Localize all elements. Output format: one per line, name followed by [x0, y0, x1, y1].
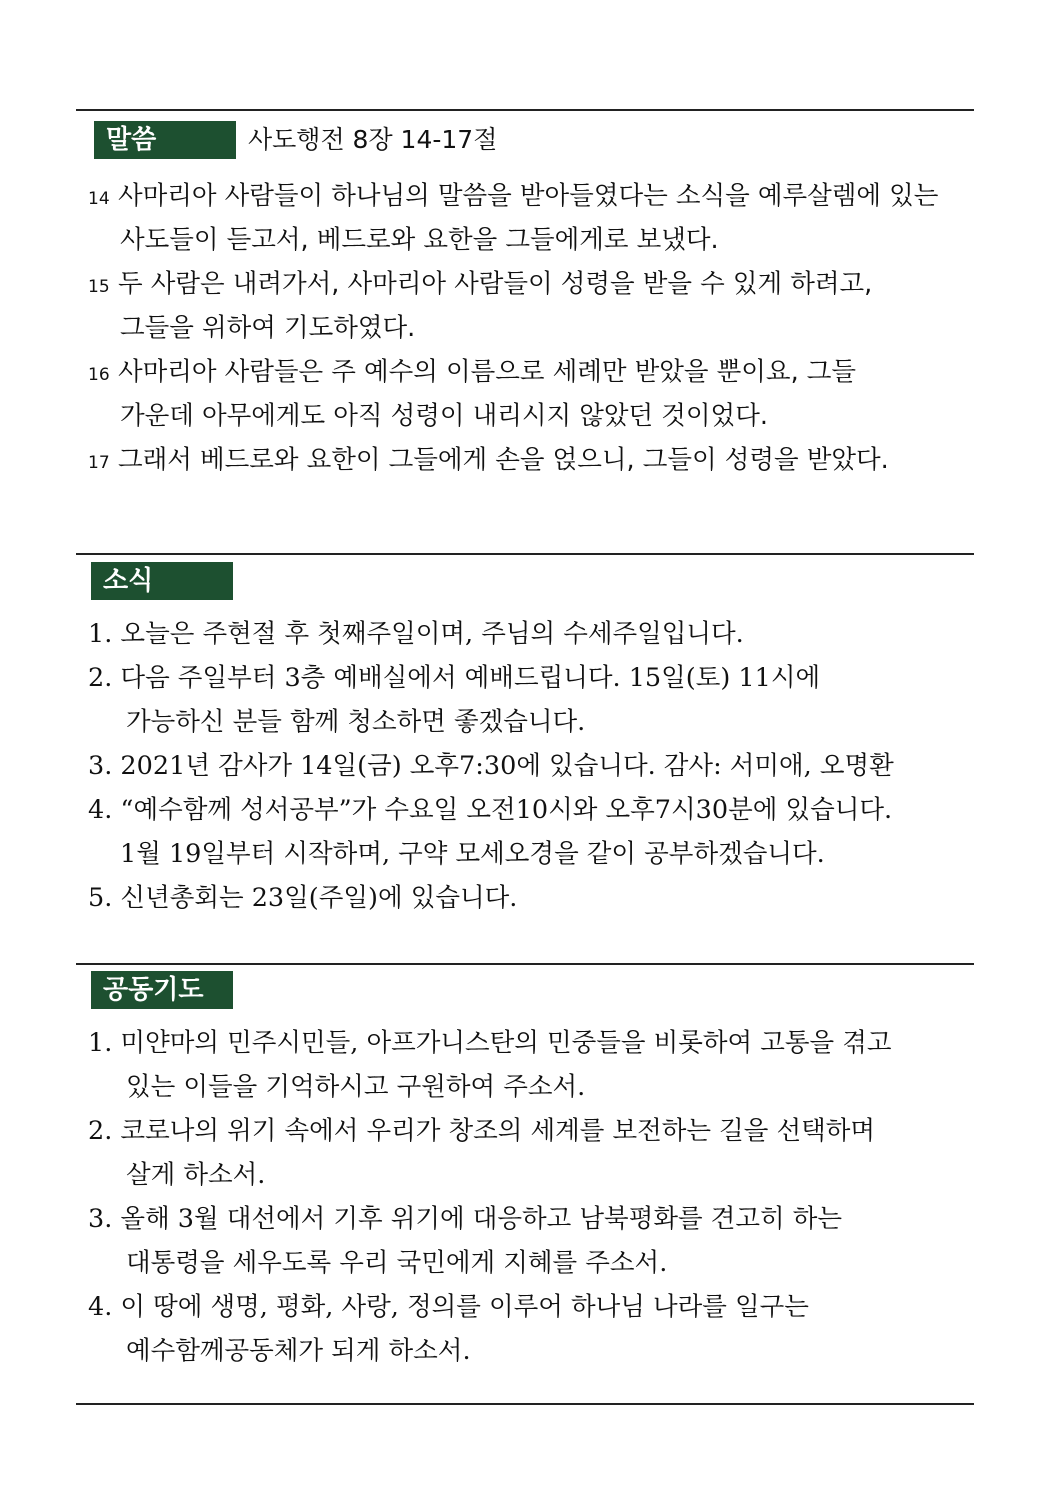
verse-line: 16 사마리아 사람들은 주 예수의 이름으로 세례만 받았을 뿐이요, 그들	[88, 354, 856, 393]
news-badge: 소식	[91, 562, 233, 600]
news-item-continued: 가능하신 분들 함께 청소하면 좋겠습니다.	[126, 707, 586, 737]
prayer-item-continued: 살게 하소서.	[126, 1160, 266, 1190]
verse-line: 14 사마리아 사람들이 하나님의 말씀을 받아들였다는 소식을 예루살렘에 있는	[88, 178, 938, 217]
verse-line: 가운데 아무에게도 아직 성령이 내리시지 않았던 것이었다.	[120, 401, 768, 431]
prayer-item: 2. 코로나의 위기 속에서 우리가 창조의 세계를 보전하는 길을 선택하며	[88, 1116, 876, 1146]
verse-number: 17	[88, 453, 110, 473]
verse-line: 그들을 위하여 기도하였다.	[120, 313, 416, 343]
news-item: 1. 오늘은 주현절 후 첫째주일이며, 주님의 수세주일입니다.	[88, 619, 744, 649]
prayer-item: 3. 올해 3월 대선에서 기후 위기에 대응하고 남북평화를 견고히 하는	[88, 1204, 842, 1234]
prayer-item-continued: 있는 이들을 기억하시고 구원하여 주소서.	[126, 1072, 586, 1102]
verse-number: 15	[88, 277, 110, 297]
verse-line: 사도들이 듣고서, 베드로와 요한을 그들에게로 보냈다.	[120, 225, 719, 255]
section-divider	[76, 553, 974, 555]
verse-line: 15 두 사람은 내려가서, 사마리아 사람들이 성령을 받을 수 있게 하려고,	[88, 266, 872, 305]
section-divider	[76, 963, 974, 965]
prayer-item: 1. 미얀마의 민주시민들, 아프가니스탄의 민중들을 비롯하여 고통을 겪고	[88, 1028, 892, 1058]
prayer-item-continued: 예수함께공동체가 되게 하소서.	[126, 1336, 471, 1366]
news-item: 5. 신년총회는 23일(주일)에 있습니다.	[88, 883, 518, 913]
scripture-reference: 사도행전 8장 14-17절	[248, 125, 498, 154]
verse-number: 14	[88, 189, 110, 209]
scripture-badge: 말씀	[94, 121, 236, 159]
prayer-badge: 공동기도	[91, 971, 233, 1009]
news-item: 4. “예수함께 성서공부”가 수요일 오전10시와 오후7시30분에 있습니다.	[88, 795, 893, 825]
news-item-continued: 1월 19일부터 시작하며, 구약 모세오경을 같이 공부하겠습니다.	[120, 839, 825, 869]
section-divider	[76, 1403, 974, 1405]
verse-number: 16	[88, 365, 110, 385]
section-divider	[76, 109, 974, 111]
verse-line: 17 그래서 베드로와 요한이 그들에게 손을 얹으니, 그들이 성령을 받았다.	[88, 442, 889, 481]
prayer-item: 4. 이 땅에 생명, 평화, 사랑, 정의를 이루어 하나님 나라를 일구는	[88, 1292, 809, 1322]
news-item: 3. 2021년 감사가 14일(금) 오후7:30에 있습니다. 감사: 서미애, 오명환	[88, 751, 894, 781]
news-item: 2. 다음 주일부터 3층 예배실에서 예배드립니다. 15일(토) 11시에	[88, 663, 821, 693]
prayer-item-continued: 대통령을 세우도록 우리 국민에게 지혜를 주소서.	[126, 1248, 668, 1278]
